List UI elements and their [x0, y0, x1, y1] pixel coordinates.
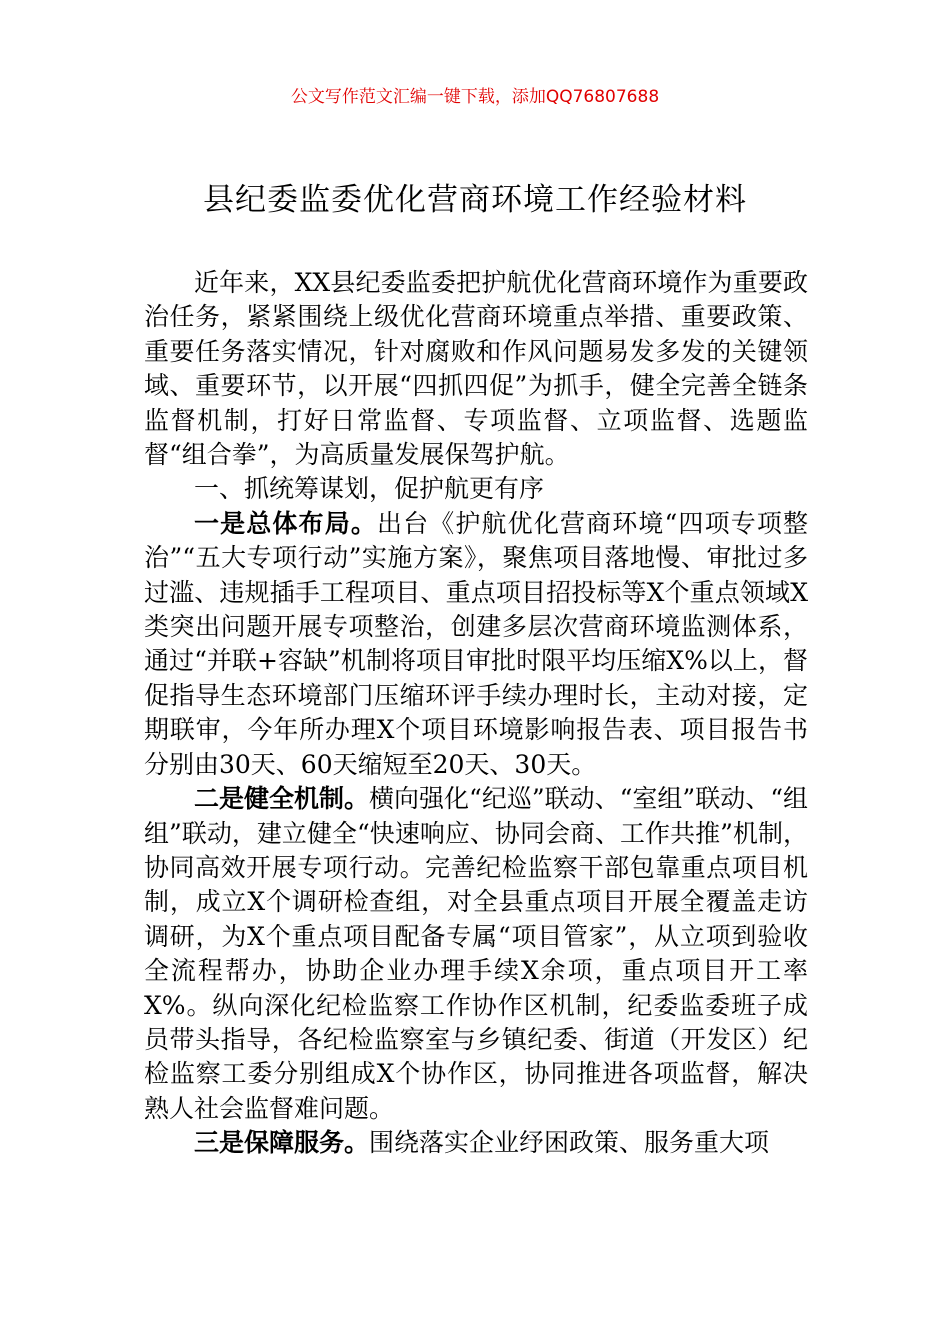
intro-paragraph: 近年来，XX县纪委监委把护航优化营商环境作为重要政治任务，紧紧围绕上级优化营商环境重点举措、重要政策、重要任务落实情况，针对腐败和作风问题易发多发的关键领域、重要环节，以开展“四抓四促”为抓手，健全完善全链条监督机制，打好日常监督、专项监督、立项监督、选题监督“组合拳”，为高质量发展保驾护航。	[144, 268, 808, 470]
paragraph-mechanism	[144, 782, 808, 1126]
paragraph-lead: 二是健全机制。	[194, 784, 370, 814]
page-title: 县纪委监委优化营商环境工作经验材料	[203, 182, 747, 218]
document-body	[144, 266, 808, 1161]
paragraph-text: 围绕落实企业纾困政策、服务重大项	[369, 1128, 770, 1158]
download-banner: 公文写作范文汇编一键下载，添加QQ76807688	[290, 87, 660, 107]
paragraph-lead: 一是总体布局。	[194, 508, 377, 538]
paragraph-text: 出台《护航优化营商环境“四项专项整治”“五大专项行动”实施方案》，聚焦项目落地慢、审批过多过滥、违规插手工程项目、重点项目招投标等X个重点领域X类突出问题开展专项整治，创建多层次营商环境监测体系，通过“并联+容缺”机制将项目审批时限平均压缩X%以上，督促指导生态环境部门压缩环评手续办理时长，主动对接，定期联审，今年所办理X个项目环境影响报告表、项目报告书分别由30天、60天缩短至20天、30天。	[144, 508, 808, 779]
paragraph-overall-layout	[144, 507, 808, 782]
paragraph-text: 横向强化“纪巡”联动、“室组”联动、“组组”联动，建立健全“快速响应、协同会商、工作共推”机制，协同高效开展专项行动。完善纪检监察干部包靠重点项目机制，成立X个调研检查组，对全县重点项目开展全覆盖走访调研，为X个重点项目配备专属“项目管家”，从立项到验收全流程帮办，协助企业办理手续X余项，重点项目开工率X%。纵向深化纪检监察工作协作区机制，纪委监委班子成员带头指导，各纪检监察室与乡镇纪委、街道（开发区）纪检监察工委分别组成X个协作区，协同推进各项监督，解决熟人社会监督难问题。	[144, 784, 808, 1123]
section-heading: 一、抓统筹谋划，促护航更有序	[194, 474, 545, 504]
paragraph-service	[144, 1126, 808, 1160]
paragraph-lead: 三是保障服务。	[194, 1128, 370, 1158]
